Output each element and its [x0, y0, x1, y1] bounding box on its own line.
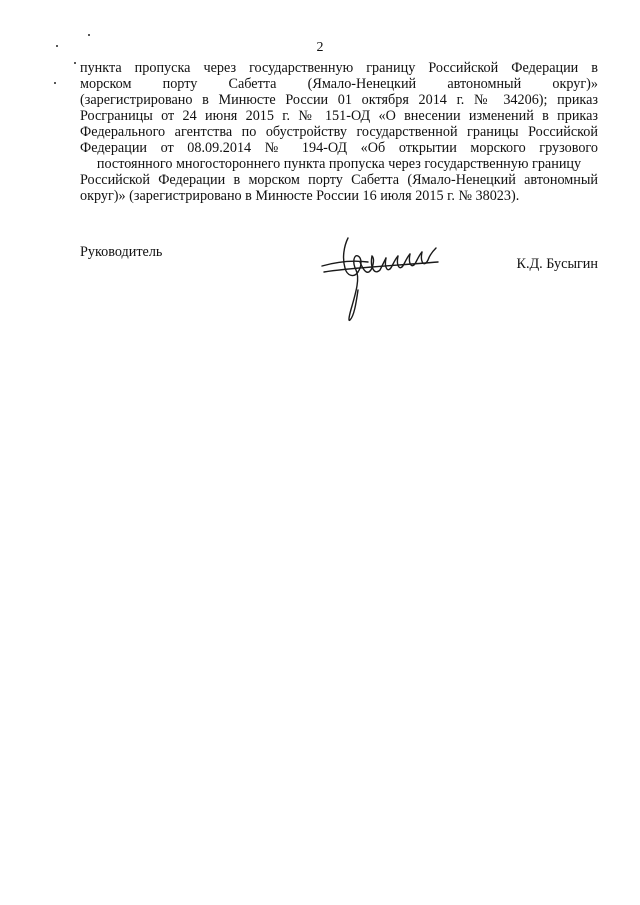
- scan-speck: [54, 82, 56, 84]
- page-number: 2: [316, 40, 324, 55]
- signatory-name: К.Д. Бусыгин: [516, 256, 598, 272]
- body-line: Федерального агентства по обустройству государственной границы Российской: [80, 124, 598, 140]
- body-line: Росграницы от 24 июня 2015 г. № 151-ОД «О внесении изменений в приказ: [80, 108, 598, 124]
- body-paragraph: [80, 60, 598, 204]
- body-line: Российской Федерации в морском порту Сабетта (Ямало-Ненецкий автономный: [80, 172, 598, 188]
- body-line: округ)» (зарегистрировано в Минюсте России 16 июля 2015 г. № 38023).: [80, 188, 520, 204]
- signatory-position: Руководитель: [80, 244, 163, 260]
- handwritten-signature: [318, 232, 444, 324]
- scan-speck: [74, 62, 76, 64]
- body-line: постоянного многостороннего пункта пропуска через государственную границу: [96, 156, 582, 172]
- scan-speck: [88, 34, 90, 36]
- body-line: Федерации от 08.09.2014 № 194-ОД «Об открытии морского грузового: [80, 140, 598, 156]
- body-line: морском порту Сабетта (Ямало-Ненецкий автономный округ)»: [80, 76, 598, 92]
- body-line: (зарегистрировано в Минюсте России 01 октября 2014 г. № 34206); приказ: [80, 92, 598, 108]
- scan-speck: [56, 45, 58, 47]
- body-line: пункта пропуска через государственную границу Российской Федерации в: [80, 60, 598, 76]
